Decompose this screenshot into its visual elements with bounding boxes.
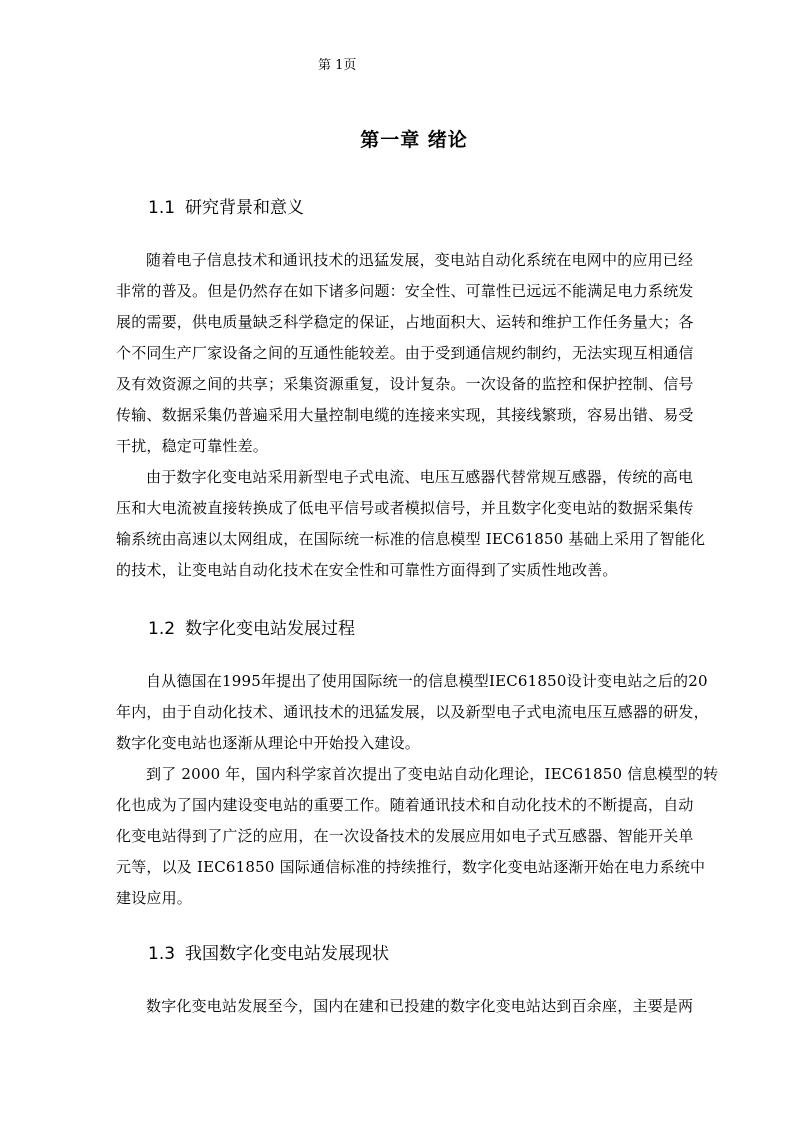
text-line: 元等，以及 IEC61850 国际通信标准的持续推行，数字化变电站逐渐开始在电力系统中 — [116, 858, 706, 876]
paragraph — [116, 462, 719, 586]
text-line: 输系统由高速以太网组成，在国际统一标准的信息模型 IEC61850 基础上采用了智能化 — [116, 530, 706, 548]
text-line: 年内，由于自动化技术、通讯技术的迅猛发展，以及新型电子式电流电压互感器的研发， — [116, 703, 709, 721]
section-heading-1-1 — [148, 197, 304, 219]
text-line: 传输、数据采集仍普遍采用大量控制电缆的连接来实现，其接线繁琐，容易出错、易受 — [116, 406, 694, 424]
text-line: 建设应用。 — [116, 889, 193, 907]
text-line: 到了 2000 年，国内科学家首次提出了变电站自动化理论，IEC61850 信息模型的转 — [146, 765, 719, 783]
section-number: 1.2 — [148, 619, 176, 639]
section-heading-1-2 — [148, 618, 355, 640]
page-number: 第 1页 — [318, 58, 357, 73]
text-line: 由于数字化变电站采用新型电子式电流、电压互感器代替常规互感器，传统的高电 — [146, 468, 694, 486]
section-title-text: 我国数字化变电站发展现状 — [185, 944, 390, 964]
section-heading-1-3 — [148, 943, 389, 965]
paragraph — [116, 759, 719, 914]
text-line: 数字化变电站也逐渐从理论中开始投入建设。 — [116, 734, 421, 752]
text-line: 非常的普及。但是仍然存在如下诸多问题：安全性、可靠性已远远不能满足电力系统发 — [116, 282, 694, 300]
paragraph — [116, 666, 719, 759]
chapter-title: 第一章 绪论 — [360, 129, 468, 151]
text-line: 化变电站得到了广泛的应用，在一次设备技术的发展应用如电子式互感器、智能开关单 — [116, 827, 694, 845]
section-title-text: 数字化变电站发展过程 — [185, 619, 356, 639]
section-number: 1.1 — [148, 198, 176, 218]
text-line: 压和大电流被直接转换成了低电平信号或者模拟信号，并且数字化变电站的数据采集传 — [116, 499, 694, 517]
text-line: 数字化变电站发展至今，国内在建和已投建的数字化变电站达到百余座，主要是两 — [146, 997, 694, 1015]
text-line: 的技术，让变电站自动化技术在安全性和可靠性方面得到了实质性地改善。 — [116, 561, 618, 579]
paragraph — [116, 245, 719, 462]
text-line: 自从德国在1995年提出了使用国际统一的信息模型IEC61850设计变电站之后的20 — [146, 672, 708, 690]
text-line: 及有效资源之间的共享；采集资源重复，设计复杂。一次设备的监控和保护控制、信号 — [116, 375, 694, 393]
section-number: 1.3 — [148, 944, 176, 964]
text-line: 化也成为了国内建设变电站的重要工作。随着通讯技术和自动化技术的不断提高，自动 — [116, 796, 694, 814]
text-line: 随着电子信息技术和通讯技术的迅猛发展，变电站自动化系统在电网中的应用已经 — [146, 251, 694, 269]
text-line: 展的需要，供电质量缺乏科学稳定的保证，占地面积大、运转和维护工作任务量大；各 — [116, 313, 694, 331]
text-line: 干扰，稳定可靠性差。 — [116, 437, 269, 455]
text-line: 个不同生产厂家设备之间的互通性能较差。由于受到通信规约制约，无法实现互相通信 — [116, 344, 694, 362]
section-title-text: 研究背景和意义 — [185, 198, 305, 218]
paragraph — [116, 991, 719, 1022]
